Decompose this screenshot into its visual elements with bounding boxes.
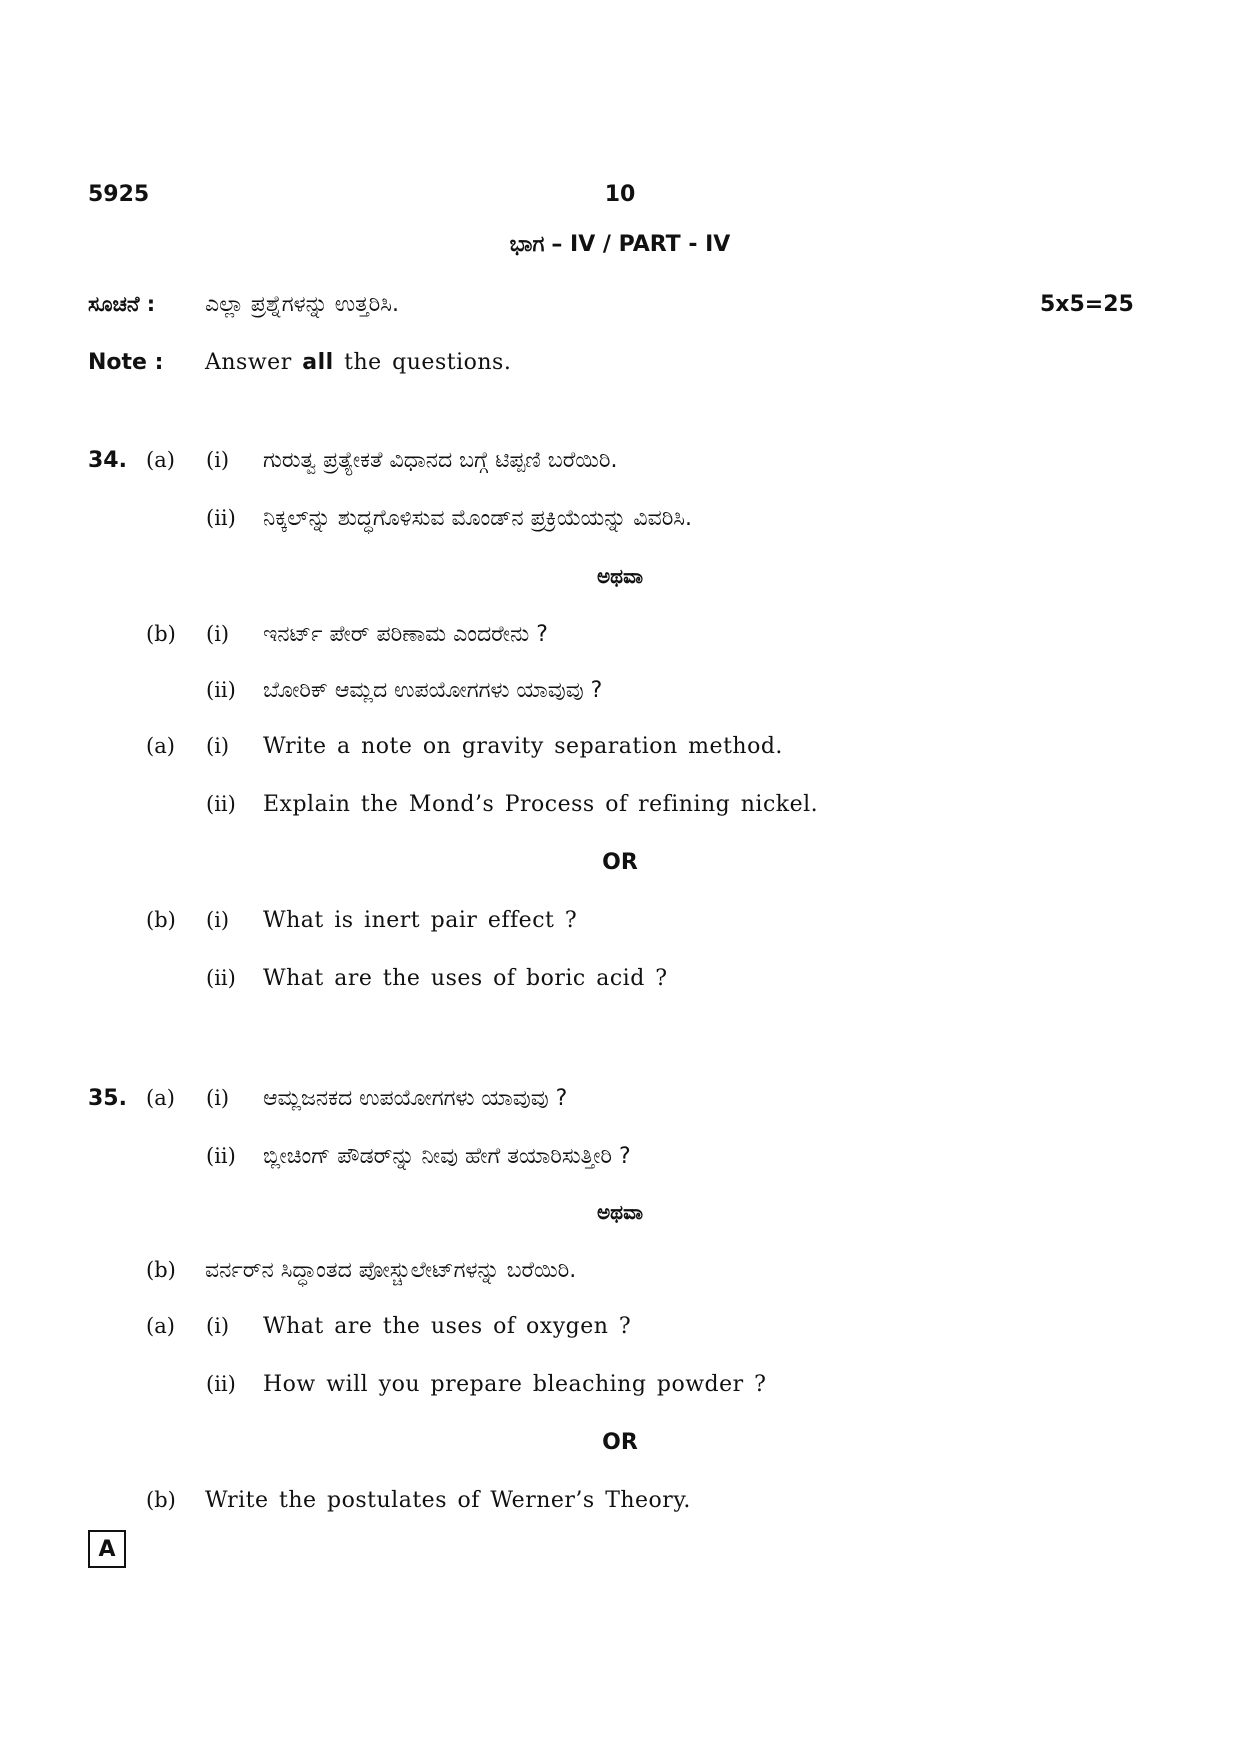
page-number: 10 bbox=[604, 182, 636, 207]
q34-a-i-en: Write a note on gravity separation method. bbox=[263, 734, 783, 759]
q35-a-ii-kn: ಬ್ಲೀಚಿಂಗ್ ಪೌಡರ್‌ನ್ನು ನೀವು ಹೇಗೆ ತಯಾರಿಸುತ್ತೀರಿ ? bbox=[263, 1144, 631, 1169]
note-text-before: Answer bbox=[205, 350, 292, 375]
or-kn-35: ಅಥವಾ bbox=[597, 1200, 643, 1224]
q34-label-a-ii-kn: (ii) bbox=[206, 506, 236, 530]
q35-label-a-kn: (a) bbox=[146, 1086, 175, 1110]
q35-label-b-en: (b) bbox=[146, 1488, 176, 1512]
q35-a-i-kn: ಆಮ್ಲಜನಕದ ಉಪಯೋಗಗಳು ಯಾವುವು ? bbox=[263, 1086, 568, 1111]
instruction-text-kn: ಎಲ್ಲಾ ಪ್ರಶ್ನೆಗಳನ್ನು ಉತ್ತರಿಸಿ. bbox=[205, 292, 399, 317]
part-title-en: – IV / PART - IV bbox=[551, 232, 731, 257]
q34-b-i-kn: ಇನರ್ಟ್ ಪೇರ್ ಪರಿಣಾಮ ಎಂದರೇನು ? bbox=[263, 622, 548, 647]
q34-label-a-kn: (a) bbox=[146, 448, 175, 472]
q34-a-ii-kn: ನಿಕ್ಕಲ್‌ನ್ನು ಶುದ್ಧಗೊಳಿಸುವ ಮೊಂಡ್‌ನ ಪ್ರಕ್ರಿಯೆಯನ್ನು ವಿವರಿಸಿ. bbox=[263, 506, 692, 531]
note-text-bold: all bbox=[302, 350, 334, 375]
or-en-35: OR bbox=[602, 1430, 638, 1455]
q34-label-b-ii-en: (ii) bbox=[206, 966, 236, 990]
q35-a-ii-en: How will you prepare bleaching powder ? bbox=[263, 1372, 767, 1397]
q35-b-kn: ವರ್ನರ್‌ನ ಸಿದ್ಧಾಂತದ ಪೋಸ್ಚುಲೇಟ್‌ಗಳನ್ನು ಬರೆಯಿರಿ. bbox=[205, 1258, 577, 1283]
q34-b-i-en: What is inert pair effect ? bbox=[263, 908, 578, 933]
q35-b-en: Write the postulates of Werner’s Theory. bbox=[205, 1488, 691, 1513]
q34-a-i-kn: ಗುರುತ್ವ ಪ್ರತ್ಯೇಕತೆ ವಿಧಾನದ ಬಗ್ಗೆ ಟಿಪ್ಪಣಿ ಬರೆಯಿರಿ. bbox=[263, 448, 618, 473]
q34-label-b-i-en: (i) bbox=[206, 908, 230, 932]
marks-allocation: 5x5=25 bbox=[1040, 292, 1134, 317]
q34-label-a-en: (a) bbox=[146, 734, 175, 758]
q34-label-a-i-en: (i) bbox=[206, 734, 230, 758]
or-kn-34: ಅಥವಾ bbox=[597, 564, 643, 588]
q34-b-ii-kn: ಬೋರಿಕ್ ಆಮ್ಲದ ಉಪಯೋಗಗಳು ಯಾವುವು ? bbox=[263, 678, 603, 703]
question-number-34: 34. bbox=[88, 448, 127, 473]
q34-b-ii-en: What are the uses of boric acid ? bbox=[263, 966, 668, 991]
q35-label-b-kn: (b) bbox=[146, 1258, 176, 1282]
q34-a-ii-en: Explain the Mond’s Process of refining nickel. bbox=[263, 792, 819, 817]
paper-code: 5925 bbox=[88, 182, 150, 207]
or-en-34: OR bbox=[602, 850, 638, 875]
part-title bbox=[420, 232, 820, 257]
q34-label-b-ii-kn: (ii) bbox=[206, 678, 236, 702]
q35-label-a-ii-en: (ii) bbox=[206, 1372, 236, 1396]
note-label: Note : bbox=[88, 350, 164, 375]
q35-a-i-en: What are the uses of oxygen ? bbox=[263, 1314, 632, 1339]
q35-label-a-en: (a) bbox=[146, 1314, 175, 1338]
instruction-label-kn: ಸೂಚನೆ : bbox=[88, 292, 156, 316]
series-box: A bbox=[88, 1530, 126, 1568]
q34-label-a-ii-en: (ii) bbox=[206, 792, 236, 816]
part-title-kn: ಭಾಗ bbox=[509, 232, 545, 257]
q34-label-a-i-kn: (i) bbox=[206, 448, 230, 472]
q34-label-b-kn: (b) bbox=[146, 622, 176, 646]
question-number-35: 35. bbox=[88, 1086, 127, 1111]
note-text bbox=[205, 350, 511, 375]
q34-label-b-en: (b) bbox=[146, 908, 176, 932]
q35-label-a-i-en: (i) bbox=[206, 1314, 230, 1338]
q34-label-b-i-kn: (i) bbox=[206, 622, 230, 646]
q35-label-a-ii-kn: (ii) bbox=[206, 1144, 236, 1168]
note-text-after: the questions. bbox=[344, 350, 512, 375]
q35-label-a-i-kn: (i) bbox=[206, 1086, 230, 1110]
